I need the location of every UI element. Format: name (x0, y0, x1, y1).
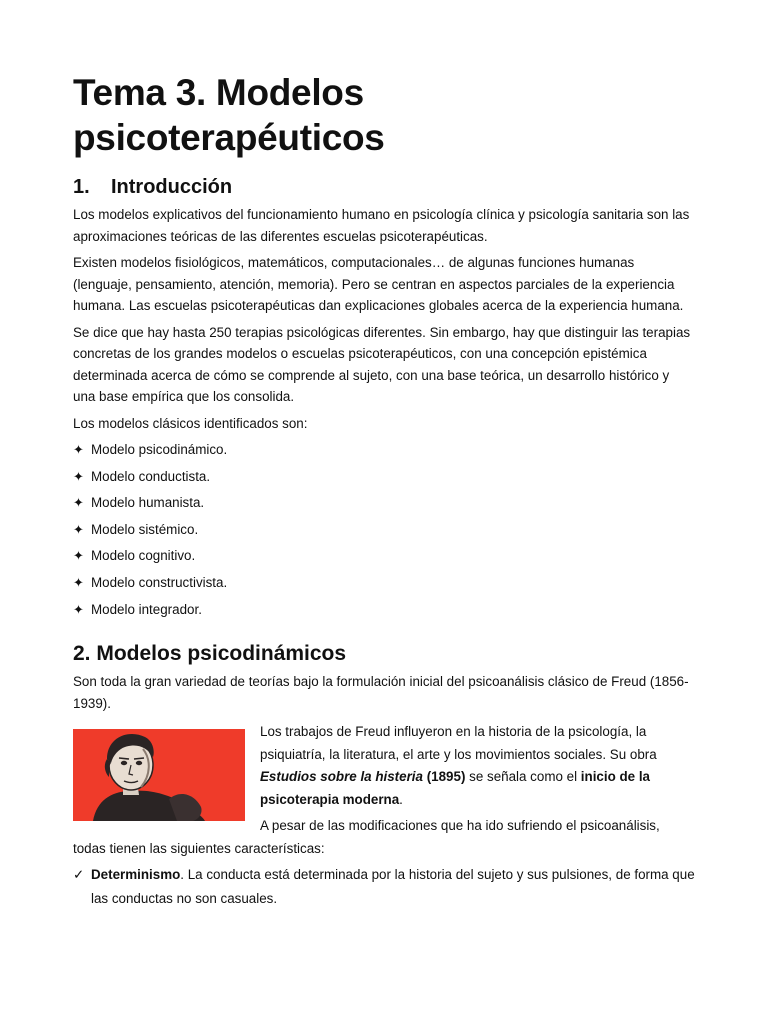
list-item: ✦ Modelo integrador. (73, 599, 695, 626)
list-item (73, 863, 695, 911)
models-list (73, 439, 695, 625)
star-bullet-icon: ✦ (73, 521, 84, 537)
book-title: Estudios sobre la histeria (260, 769, 423, 785)
intro-paragraph-1: Los modelos explicativos del funcionamiento humano en psicología clínica y psicología sanitaria son las aproximaciones teóricas de las diferentes escuelas psicoterapéuticas. (73, 207, 690, 244)
list-item: ✦ Modelo sistémico. (73, 519, 695, 546)
title-line-1: Tema 3. Modelos (73, 72, 364, 113)
modifications-paragraph-continued: todas tienen las siguientes características: (73, 840, 325, 856)
list-item: ✦ Modelo psicodinámico. (73, 439, 695, 466)
star-bullet-icon: ✦ (73, 548, 84, 564)
section-2-heading: 2. Modelos psicodinámicos (73, 642, 347, 666)
section-1-number: 1. (73, 176, 90, 198)
intro-paragraph-4: Los modelos clásicos identificados son: (73, 415, 308, 431)
title-line-2: psicoterapéuticos (73, 117, 385, 158)
section-1-title: Introducción (111, 176, 233, 198)
freud-illustration (73, 729, 245, 821)
star-bullet-icon: ✦ (73, 574, 84, 590)
intro-paragraph-2: Existen modelos fisiológicos, matemáticos, computacionales… de algunas funciones humanas (lenguaje, pensamiento, atención, memoria). Pero se centran en aspectos parciales de la experiencia humana. Las escuelas psicoterapéuticas dan explicaciones globales acerca de la experiencia humana. (73, 255, 684, 313)
section-2-intro: Son toda la gran variedad de teorías bajo la formulación inicial del psicoanálisis clásico de Freud (1856-1939). (73, 674, 689, 711)
figure-text (260, 721, 695, 838)
star-bullet-icon: ✦ (73, 495, 84, 511)
freud-paragraph: Los trabajos de Freud influyeron en la historia de la psicología, la psiquiatría, la literatura, el arte y los movimientos sociales. Su obra Estudios sobre la histeria (1895) se señala como el inicio de la psicoterapia moderna. (260, 724, 657, 807)
list-item: ✦ Modelo constructivista. (73, 572, 695, 599)
figure-row (73, 721, 695, 838)
list-item: ✦ Modelo conductista. (73, 466, 695, 493)
modifications-paragraph: A pesar de las modificaciones que ha ido sufriendo el psicoanálisis, (260, 818, 660, 834)
document-title (73, 70, 695, 160)
intro-paragraph-3: Se dice que hay hasta 250 terapias psicológicas diferentes. Sin embargo, hay que distinguir las terapias concretas de los grandes modelos o escuelas psicoterapéuticos, con una concepción epistémica determinada acerca de cómo se comprende al sujeto, con una base teórica, un desarrollo histórico y una base empírica que los consolida. (73, 324, 691, 404)
list-item: ✦ Modelo cognitivo. (73, 545, 695, 572)
page-content (73, 70, 695, 911)
star-bullet-icon: ✦ (73, 442, 84, 457)
star-bullet-icon: ✦ (73, 468, 84, 484)
freud-portrait-icon (73, 729, 245, 821)
section-1-heading (73, 172, 695, 202)
emphasis-text: inicio de la psicoterapia moderna (260, 769, 650, 807)
characteristic-term: Determinismo (91, 867, 181, 883)
book-year: (1895) (422, 769, 466, 785)
checkmark-icon: ✓ (73, 867, 85, 883)
list-item: ✦ Modelo humanista. (73, 492, 695, 519)
star-bullet-icon: ✦ (73, 601, 84, 617)
characteristic-text: Determinismo. La conducta está determinada por la historia del sujeto y sus pulsiones, de forma que las conductas no son casuales. (91, 867, 695, 907)
